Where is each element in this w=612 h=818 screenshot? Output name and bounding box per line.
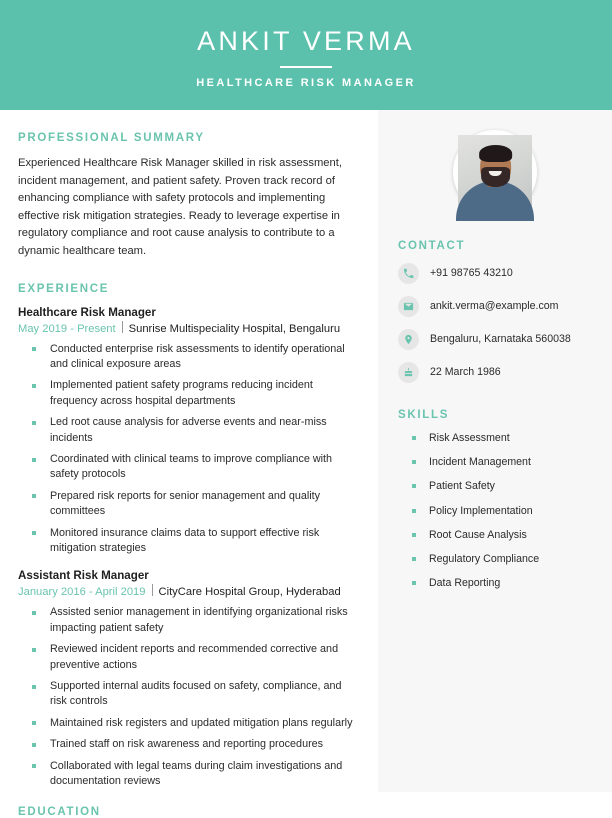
- job-bullet: Led root cause analysis for adverse events and near-miss incidents: [32, 415, 356, 446]
- contact-item-location: [394, 329, 596, 350]
- contact-value-email: ankit.verma@example.com: [430, 299, 559, 312]
- job-meta: [18, 583, 356, 598]
- skill-item: Data Reporting: [412, 577, 596, 590]
- email-icon: [398, 296, 419, 317]
- skills-list: [394, 432, 596, 590]
- avatar: [394, 130, 596, 214]
- section-heading-experience: EXPERIENCE: [18, 282, 110, 295]
- resume-header: [0, 0, 612, 110]
- sidebar-column: [378, 110, 612, 792]
- contact-value-birthday: 22 March 1986: [430, 365, 501, 378]
- avatar-image: [458, 135, 532, 209]
- job-bullet: Collaborated with legal teams during claim investigations and documentation reviews: [32, 759, 356, 790]
- contact-value-phone: +91 98765 43210: [430, 266, 513, 279]
- candidate-role: HEALTHCARE RISK MANAGER: [196, 76, 416, 89]
- section-heading-summary: PROFESSIONAL SUMMARY: [18, 132, 205, 144]
- job-title: Assistant Risk Manager: [18, 569, 149, 583]
- skill-item: Risk Assessment: [412, 432, 596, 445]
- contact-list: [394, 263, 596, 383]
- job-bullets: [18, 342, 356, 557]
- experience-entry: [18, 306, 356, 557]
- main-column: [0, 110, 378, 818]
- resume-body: [0, 110, 612, 818]
- job-company: CityCare Hospital Group, Hyderabad: [158, 586, 341, 599]
- avatar-hair: [479, 145, 512, 162]
- job-bullet: Supported internal audits focused on safety, compliance, and risk controls: [32, 679, 356, 710]
- candidate-name: ANKIT VERMA: [197, 26, 415, 57]
- skill-item: Regulatory Compliance: [412, 553, 596, 566]
- contact-value-location: Bengaluru, Karnataka 560038: [430, 332, 571, 345]
- header-divider: [280, 66, 332, 68]
- avatar-ring: [453, 130, 537, 214]
- meta-separator: [152, 584, 153, 596]
- birthday-cake-icon: [398, 362, 419, 383]
- phone-icon: [398, 263, 419, 284]
- job-bullet: Coordinated with clinical teams to improve compliance with safety protocols: [32, 452, 356, 483]
- job-date: May 2019 - Present: [18, 322, 116, 335]
- experience-entry: [18, 569, 356, 789]
- avatar-beard: [481, 167, 510, 187]
- contact-item-email: [394, 296, 596, 317]
- job-bullet: Prepared risk reports for senior management and quality committees: [32, 489, 356, 520]
- location-icon: [398, 329, 419, 350]
- job-bullet: Monitored insurance claims data to support effective risk mitigation strategies: [32, 526, 356, 557]
- job-meta: [18, 320, 356, 335]
- meta-separator: [122, 321, 123, 333]
- skill-item: Incident Management: [412, 456, 596, 469]
- job-bullet: Implemented patient safety programs reducing incident frequency across hospital departments: [32, 378, 356, 409]
- skill-item: Root Cause Analysis: [412, 529, 596, 542]
- contact-item-birthday: [394, 362, 596, 383]
- job-bullets: [18, 605, 356, 789]
- section-heading-skills: SKILLS: [398, 409, 450, 421]
- summary-text: Experienced Healthcare Risk Manager skilled in risk assessment, incident management, and patient safety. Proven track record of enhancing compliance with safety protocols and implementing effective risk mitigation strategies. Ready to leverage expertise in regulatory compliance and root cause analysis to contribute to a dynamic healthcare team.: [18, 157, 342, 257]
- job-bullet: Reviewed incident reports and recommended corrective and preventive actions: [32, 642, 356, 673]
- skill-item: Patient Safety: [412, 480, 596, 493]
- job-bullet: Trained staff on risk awareness and reporting procedures: [32, 737, 356, 752]
- job-bullet: Conducted enterprise risk assessments to identify operational and clinical exposure areas: [32, 342, 356, 373]
- section-heading-contact: CONTACT: [398, 240, 466, 252]
- job-bullet: Maintained risk registers and updated mitigation plans regularly: [32, 716, 356, 731]
- skill-item: Policy Implementation: [412, 505, 596, 518]
- job-company: Sunrise Multispeciality Hospital, Bengaluru: [128, 322, 341, 335]
- section-heading-education: EDUCATION: [18, 805, 101, 818]
- job-title: Healthcare Risk Manager: [18, 305, 156, 319]
- job-bullet: Assisted senior management in identifying organizational risks impacting patient safety: [32, 605, 356, 636]
- job-date: January 2016 - April 2019: [18, 586, 146, 599]
- contact-item-phone: [394, 263, 596, 284]
